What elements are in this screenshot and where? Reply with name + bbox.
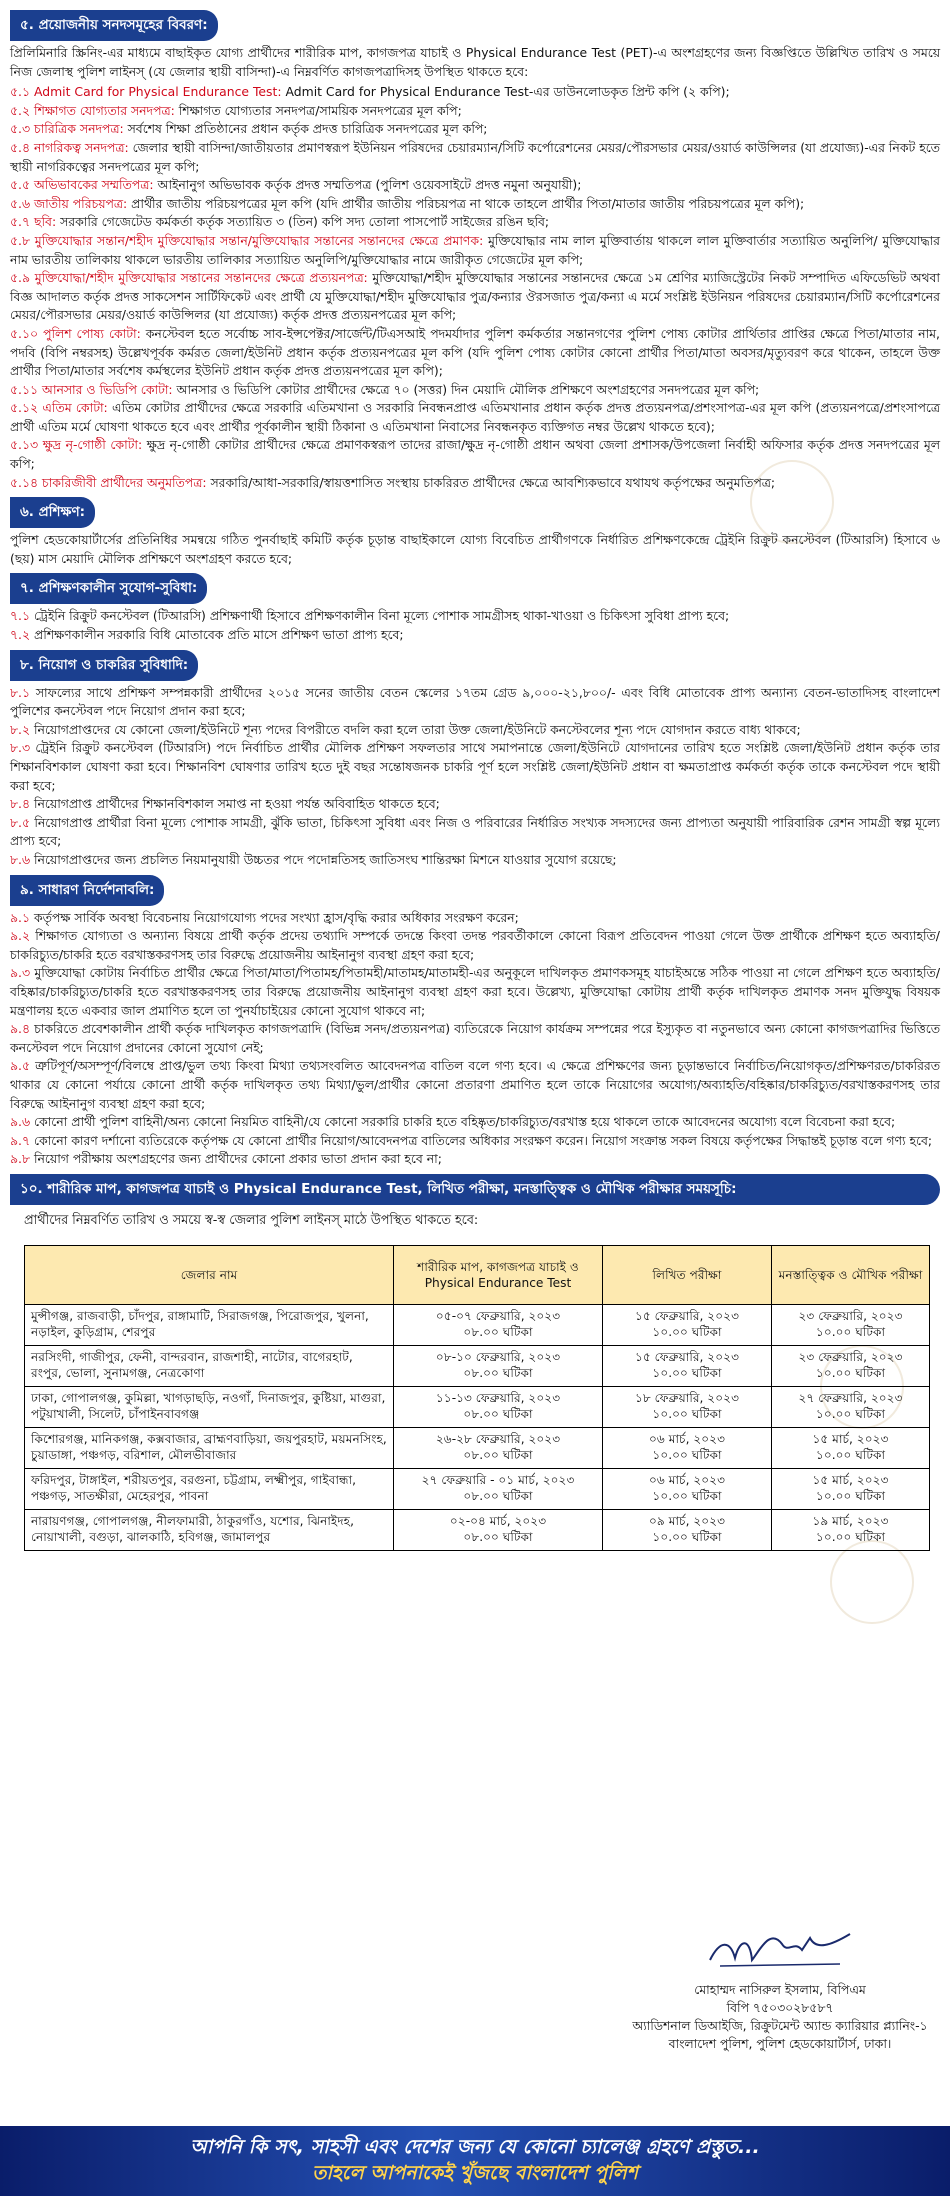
item-number: ৮.১ [10,684,31,700]
date-text: ১৫ মার্চ, ২০২৩ [812,1432,889,1447]
time-text: ০৮.০০ ঘটিকা [463,1447,533,1462]
item-text: আইনানুগ অভিভাবক কর্তৃক প্রদত্ত সম্মতিপত্র (পুলিশ ওয়েবসাইটে প্রদত্ত নমুনা অনুযায়ী); [153,177,582,193]
section-general-instructions [10,875,940,1169]
item-number: ৫.৯ [10,270,31,286]
date-text: ১৫ মার্চ, ২০২৩ [812,1473,889,1488]
item-number: ৭.২ [10,627,31,643]
column-header: জেলার নাম [25,1245,394,1304]
list-item [10,721,940,740]
signature-block [620,1920,940,2053]
list-item [10,1057,940,1113]
item-number: ৮.২ [10,721,31,737]
schedule-intro: প্রার্থীদের নিম্নবর্ণিত তারিখ ও সময়ে স্ব-স্ব জেলার পুলিশ লাইনস্ মাঠে উপস্থিত থাকতে হবে: [24,1212,479,1228]
viva-cell [772,1468,930,1509]
time-text: ১০.০০ ঘটিকা [815,1365,886,1380]
written-cell [603,1468,772,1509]
date-text: ০৫-০৭ ফেব্রুয়ারি, ২০২৩ [435,1309,561,1324]
time-text: ০৮.০০ ঘটিকা [463,1488,533,1503]
signatory-id: বিপি ৭৫০৩০২৮৫৮৭ [726,2000,834,2015]
section-job-benefits [10,650,940,870]
time-text: ০৮.০০ ঘটিকা [463,1406,533,1421]
pet-cell [394,1427,603,1468]
pet-cell [394,1468,603,1509]
date-text: ২৭ ফেব্রুয়ারি, ২০২৩ [798,1391,903,1406]
time-text: ১০.০০ ঘটিকা [815,1447,886,1462]
item-label: Admit Card for Physical Endurance Test: [33,84,282,100]
time-text: ১০.০০ ঘটিকা [652,1529,722,1544]
date-text: ২৩ ফেব্রুয়ারি, ২০২৩ [798,1309,903,1324]
list-item [10,1020,940,1057]
time-text: ১০.০০ ঘটিকা [815,1488,886,1503]
district-cell: নারায়ণগঞ্জ, গোপালগঞ্জ, নীলফামারী, ঠাকুরগাঁও, যশোর, ঝিনাইদহ, নোয়াখালী, বগুড়া, ঝালকাঠি, হবিগঞ্জ, জামালপুর [25,1509,394,1550]
item-label: আনসার ও ভিডিপি কোটা: [42,381,173,397]
list-item [10,814,940,851]
viva-cell [772,1386,930,1427]
list-item [10,176,940,195]
column-header: মনস্তাত্ত্বিক ও মৌখিক পরীক্ষা [772,1245,930,1304]
list-item [10,909,940,928]
written-cell [603,1509,772,1550]
item-text: জেলার স্থায়ী বাসিন্দা/জাতীয়তার প্রমাণস্বরূপ ইউনিয়ন পরিষদের চেয়ারম্যান/সিটি কর্পোরেশনের মেয়র/পৌরসভার মেয়র/ওয়ার্ড কাউন্সিলর (যা প্রযোজ্য)-এর নিকট হতে স্থায়ী নাগরিকত্বের সনদপত্রের মূল কপি; [10,139,940,174]
item-number: ৫.১১ [10,381,39,397]
list-item [10,325,940,381]
district-cell: ফরিদপুর, টাঙ্গাইল, শরীয়তপুর, বরগুনা, চট্টগ্রাম, লক্ষ্মীপুর, গাইবান্ধা, পঞ্চগড়, সাতক্ষীরা, মেহেরপুর, পাবনা [25,1468,394,1509]
item-number: ৫.৭ [10,214,31,230]
list-item [10,213,940,232]
item-label: চাকরিজীবী প্রার্থীদের অনুমতিপত্র: [42,474,207,490]
section-heading: ৫. প্রয়োজনীয় সনদসমূহের বিবরণ: [10,10,218,41]
table-row [25,1427,930,1468]
date-text: ১৮ ফেব্রুয়ারি, ২০২৩ [634,1391,740,1406]
section-certificates [10,10,940,492]
item-text: Admit Card for Physical Endurance Test-এর ডাউনলোডকৃত প্রিন্ট কপি (২ কপি); [281,84,730,100]
column-header: লিখিত পরীক্ষা [603,1245,772,1304]
item-number: ৯.৮ [10,1151,31,1167]
table-row [25,1345,930,1386]
item-number: ৫.৩ [10,121,31,137]
list-item [10,626,940,645]
list-item [10,195,940,214]
banner-line-2: তাহলে আপনাকেই খুঁজছে বাংলাদেশ পুলিশ [312,2162,638,2184]
certificate-list [10,83,940,492]
signatory-designation: অ্যাডিশনাল ডিআইজি, রিক্রুটমেন্ট অ্যান্ড ক্যারিয়ার প্ল্যানিং-১ [632,2018,928,2033]
viva-cell [772,1427,930,1468]
item-number: ৯.৬ [10,1114,31,1130]
notice-body [10,10,940,1556]
schedule-table [24,1245,930,1551]
instructions-list [10,909,940,1169]
item-text: সরকারি গেজেটেড কর্মকর্তা কর্তৃক সত্যায়িত ৩ (তিন) কপি সদ্য তোলা পাসপোর্ট সাইজের রঙিন ছবি; [56,214,550,230]
item-label: পুলিশ পোষ্য কোটা: [43,325,141,341]
list-item [10,83,940,102]
item-text: মুক্তিযোদ্ধার নাম লাল মুক্তিবার্তায় থাকলে লাল মুক্তিবার্তার সত্যায়িত অনুলিপি/ মুক্তিযোদ্ধার নাম ভারতীয় তালিকায় থাকলে ভারতীয় তালিকার সত্যায়িত অনুলিপি/মুক্তিযোদ্ধার নামে জারীকৃত গেজেটের মূল কপি; [10,232,940,267]
date-text: ০৮-১০ ফেব্রুয়ারি, ২০২৩ [435,1350,561,1365]
pet-cell [394,1509,603,1550]
viva-cell [772,1509,930,1550]
item-number: ৫.৬ [10,195,31,211]
item-number: ৯.১ [10,909,31,925]
date-text: ২৩ ফেব্রুয়ারি, ২০২৩ [798,1350,903,1365]
item-text: কোনো প্রার্থী পুলিশ বাহিনী/অন্য কোনো নিয়মিত বাহিনী/যে কোনো সরকারি চাকরি হতে বহিষ্কৃত/চাকরিচ্যুত/বরখাস্ত হয়ে থাকলে তাকে আবেদনের অযোগ্য বলে বিবেচনা করা হবে; [34,1114,896,1130]
item-label: মুক্তিযোদ্ধার সন্তান/শহীদ মুক্তিযোদ্ধার সন্তান/মুক্তিযোদ্ধার সন্তানের সন্তানদের ক্ষেত্রে প্রমাণক: [34,232,484,248]
item-text: মুক্তিযোদ্ধা/শহীদ মুক্তিযোদ্ধার সন্তানের সন্তানদের ক্ষেত্রে ১ম শ্রেণির ম্যাজিস্ট্রেটের নিকট সম্পাদিত এফিডেভিট অথবা বিজ্ঞ আদালত কর্তৃক প্রদত্ত সাকসেশন সার্টিফিকেট এবং প্রার্থী যে মুক্তিযোদ্ধা/শহীদ মুক্তিযোদ্ধার পুত্র/কন্যার ঔরসজাত পুত্র/কন্যা এ মর্মে সংশ্লিষ্ট ইউনিয়ন পরিষদের চেয়ারম্যান/সিটি কর্পোরেশনের মেয়র/পৌরসভার মেয়র/ওয়ার্ড কাউন্সিলর (যা প্রযোজ্য) কর্তৃক প্রদত্ত প্রত্যয়নপত্রের মূল কপি; [10,270,940,323]
section-heading: ৯. সাধারণ নির্দেশনাবলি: [10,875,164,906]
list-item [10,232,940,269]
date-text: ০৯ মার্চ, ২০২৩ [648,1514,726,1529]
job-benefits-list [10,684,940,870]
table-row [25,1386,930,1427]
item-label: শিক্ষাগত যোগ্যতার সনদপত্র: [34,102,175,118]
item-number: ৯.৪ [10,1021,31,1037]
item-text: প্রশিক্ষণকালীন সরকারি বিধি মোতাবেক প্রতি মাসে প্রশিক্ষণ ভাতা প্রাপ্য হবে; [34,627,404,643]
pet-cell [394,1304,603,1345]
section-schedule [10,1174,940,1551]
table-row [25,1468,930,1509]
list-item [10,102,940,121]
item-text: নিয়োগপ্রাপ্তদের যে কোনো জেলা/ইউনিটে শূন্য পদের বিপরীতে বদলি করা হলে তারা উক্ত জেলা/ইউনিটে কনস্টেবলের শূন্য পদে যোগদান করতে বাধ্য থাকবে; [34,721,801,737]
item-label: মুক্তিযোদ্ধা/শহীদ মুক্তিযোদ্ধার সন্তানের সন্তানদের ক্ষেত্রে প্রত্যয়নপত্র: [34,270,368,286]
item-text: ট্রেইনি রিক্রুট কনস্টেবল (টিআরসি) প্রশিক্ষণার্থী হিসাবে প্রশিক্ষণকালীন বিনা মূল্যে পোশাক সামগ্রীসহ থাকা-খাওয়া ও চিকিৎসা সুবিধা প্রাপ্য হবে; [34,608,730,624]
list-item [10,474,940,493]
signature-image [690,1920,870,1976]
time-text: ১০.০০ ঘটিকা [815,1529,886,1544]
item-label: জাতীয় পরিচয়পত্র: [34,195,128,211]
item-label: নাগরিকত্ব সনদপত্র: [33,139,129,155]
list-item [10,269,940,325]
item-text: শিক্ষাগত যোগ্যতার সনদপত্র/সাময়িক সনদপত্রের মূল কপি; [174,102,462,118]
list-item [10,739,940,795]
table-row [25,1509,930,1550]
section-heading: ৬. প্রশিক্ষণ: [10,497,95,528]
section-heading: ৮. নিয়োগ ও চাকরির সুবিধাদি: [10,650,198,681]
list-item [10,927,940,964]
written-cell [603,1345,772,1386]
date-text: ১৯ মার্চ, ২০২৩ [812,1514,889,1529]
item-label: ক্ষুদ্র নৃ-গোষ্ঠী কোটা: [42,437,143,453]
list-item [10,684,940,721]
item-text: চাকরিতে প্রবেশকালীন প্রার্থী কর্তৃক দাখিলকৃত কাগজপত্রাদি (বিভিন্ন সনদ/প্রত্যয়নপত্র) ব্যতিরেকে নিয়োগ কার্যক্রম সম্পন্নের পরে ইস্যুকৃত বা নতুনভাবে অন্য কোনো কাগজপত্রাদির ভিত্তিতে কনস্টেবল পদে নিয়োগ প্রদানের কোনো সুযোগ নেই; [10,1021,941,1055]
time-text: ১০.০০ ঘটিকা [652,1447,722,1462]
date-text: ০৬ মার্চ, ২০২৩ [648,1473,726,1488]
item-text: আনসার ও ভিডিপি কোটার প্রার্থীদের ক্ষেত্রে ৭০ (সত্তর) দিন মেয়াদি মৌলিক প্রশিক্ষণে অংশগ্রহণের সনদপত্রের মূল কপি; [172,381,760,397]
date-text: ০২-০৪ মার্চ, ২০২৩ [449,1514,547,1529]
time-text: ১০.০০ ঘটিকা [652,1365,722,1380]
column-header: শারীরিক মাপ, কাগজপত্র যাচাই ও Physical Endurance Test [394,1245,603,1304]
section-heading: ৭. প্রশিক্ষণকালীন সুযোগ-সুবিধা: [10,573,207,604]
item-label: অভিভাবকের সম্মতিপত্র: [33,177,154,193]
pet-cell [394,1386,603,1427]
list-item [10,964,940,1020]
list-item [10,381,940,400]
list-item [10,1113,940,1132]
list-item [10,139,940,176]
district-cell: ঢাকা, গোপালগঞ্জ, কুমিল্লা, খাগড়াছড়ি, নওগাঁ, দিনাজপুর, কুষ্টিয়া, মাগুরা, পটুয়াখালী, সিলেট, চাঁপাইনবাবগঞ্জ [25,1386,394,1427]
item-number: ৫.১৩ [10,437,39,453]
date-text: ১৫ ফেব্রুয়ারি, ২০২৩ [634,1309,740,1324]
item-text: এতিম কোটার প্রার্থীদের ক্ষেত্রে সরকারি এতিমখানা ও সরকারি নিবন্ধনপ্রাপ্ত এতিমখানার প্রধান কর্তৃক প্রদত্ত প্রত্যয়নপত্র/প্রশংসাপত্র-এর মূল কপি (প্রত্যয়নপত্রে/প্রশংসাপত্রে প্রার্থী এতিম মর্মে ঘোষণা থাকতে হবে এবং প্রার্থীর পূর্বকালীন স্থায়ী ঠিকানা ও এতিমখানা নিবাসের নিবন্ধনকৃত ব্যক্তিগত নম্বর উল্লেখ থাকতে হবে); [10,400,940,434]
time-text: ১০.০০ ঘটিকা [652,1406,722,1421]
item-number: ৯.৫ [10,1058,31,1074]
banner-line-1: আপনি কি সৎ, সাহসী এবং দেশের জন্য যে কোনো চ্যালেঞ্জ গ্রহণে প্রস্তুত... [190,2136,760,2158]
item-number: ৯.২ [10,928,31,944]
section-training-benefits [10,573,940,644]
written-cell [603,1427,772,1468]
time-text: ১০.০০ ঘটিকা [652,1324,722,1339]
item-number: ৮.৪ [10,796,31,812]
item-label: ছবি: [34,214,57,230]
item-number: ৫.১০ [10,325,39,341]
item-text: প্রার্থীর জাতীয় পরিচয়পত্রের মূল কপি (যদি প্রার্থীর জাতীয় পরিচয়পত্র না থাকে তাহলে প্রার্থীর পিতা/মাতার জাতীয় পরিচয়পত্রের মূল কপি); [127,195,805,211]
training-text: পুলিশ হেডকোয়ার্টার্সের প্রতিনিধির সমন্বয়ে গঠিত পুনর্বাছাই কমিটি কর্তৃক চূড়ান্ত বাছাইকালে যোগ্য বিবেচিত প্রার্থীগণকে নির্ধারিত প্রশিক্ষণকেন্দ্রে ট্রেইনি রিক্রুট কনস্টেবল (টিআরসি) হিসাবে ৬ (ছয়) মাস মেয়াদি মৌলিক প্রশিক্ষণে অংশগ্রহণ করতে হবে; [10,532,940,566]
date-text: ০৬ মার্চ, ২০২৩ [648,1432,726,1447]
written-cell [603,1304,772,1345]
list-item [10,120,940,139]
district-cell: কিশোরগঞ্জ, মানিকগঞ্জ, কক্সবাজার, ব্রাহ্মণবাড়িয়া, জয়পুরহাট, ময়মনসিংহ, চুয়াডাঙ্গা, পঞ্চগড়, বরিশাল, মৌলভীবাজার [25,1427,394,1468]
item-number: ৯.৩ [10,965,31,981]
item-number: ৫.২ [10,102,31,118]
list-item [10,795,940,814]
item-number: ৮.৩ [10,740,31,756]
item-number: ৮.৫ [10,814,31,830]
written-cell [603,1386,772,1427]
viva-cell [772,1304,930,1345]
item-text: কোনো কারণ দর্শানো ব্যতিরেকে কর্তৃপক্ষ যে কোনো প্রার্থীর নিয়োগ/আবেদনপত্র বাতিলের অধিকার সংরক্ষণ করেন। নিয়োগ সংক্রান্ত সকল বিষয়ে কর্তৃপক্ষের সিদ্ধান্তই চূড়ান্ত বলে গণ্য হবে; [34,1132,933,1148]
list-item [10,607,940,626]
section-intro: প্রিলিমিনারি স্ক্রিনিং-এর মাধ্যমে বাছাইকৃত যোগ্য প্রার্থীদের শারীরিক মাপ, কাগজপত্র যাচাই ও Physical Endurance Test (PET)-এ অংশগ্রহণের জন্য বিজ্ঞপ্তিতে উল্লিখিত তারিখ ও সময়ে নিজ জেলাস্থ পুলিশ লাইনস্ (যে জেলার স্থায়ী বাসিন্দা)-এ নিম্নবর্ণিত কাগজপত্রাদিসহ উপস্থিত থাকতে হবে: [10,45,940,79]
section-heading: ১০. শারীরিক মাপ, কাগজপত্র যাচাই ও Physical Endurance Test, লিখিত পরীক্ষা, মনস্তাত্ত্বিক ও মৌখিক পরীক্ষার সময়সূচি: [10,1174,940,1205]
pet-cell [394,1345,603,1386]
viva-cell [772,1345,930,1386]
item-number: ৭.১ [10,608,31,624]
item-text: কর্তৃপক্ষ সার্বিক অবস্থা বিবেচনায় নিয়োগযোগ্য পদের সংখ্যা হ্রাস/বৃদ্ধি করার অধিকার সংরক্ষণ করেন; [33,909,519,925]
time-text: ০৮.০০ ঘটিকা [463,1365,533,1380]
time-text: ১০.০০ ঘটিকা [815,1324,886,1339]
table-header-row [25,1245,930,1304]
item-text: শিক্ষাগত যোগ্যতা ও অন্যান্য বিষয়ে প্রার্থী কর্তৃক প্রদেয় তথ্যাদি সম্পর্কে তদন্তে কিংবা তদন্ত পরবর্তীকালে কোনো বিরূপ প্রতিবেদন পাওয়া গেলে উক্ত প্রার্থীকে প্রশিক্ষণ হতে অব্যাহতি/চাকরিচ্যুত/চাকরি হতে বরখাস্তকরণসহ তার বিরুদ্ধে প্রয়োজনীয় আইনানুগ ব্যবস্থা গ্রহণ করা হবে; [10,928,940,962]
district-cell: নরসিংদী, গাজীপুর, ফেনী, বান্দরবান, রাজশাহী, নাটোর, বাগেরহাট, রংপুর, ভোলা, সুনামগঞ্জ, নেত্রকোণা [25,1345,394,1386]
list-item [10,851,940,870]
list-item [10,1132,940,1151]
section-training [10,497,940,568]
list-item [10,436,940,473]
time-text: ১০.০০ ঘটিকা [652,1488,722,1503]
date-text: ২৭ ফেব্রুয়ারি - ০১ মার্চ, ২০২৩ [421,1473,575,1488]
district-cell: মুন্সীগঞ্জ, রাজবাড়ী, চাঁদপুর, রাঙ্গামাটি, সিরাজগঞ্জ, পিরোজপুর, খুলনা, নড়াইল, কুড়িগ্রাম, শেরপুর [25,1304,394,1345]
time-text: ০৮.০০ ঘটিকা [463,1529,533,1544]
item-label: চারিত্রিক সনদপত্র: [34,121,124,137]
list-item [10,399,940,436]
item-text: মুক্তিযোদ্ধা কোটায় নির্বাচিত প্রার্থীর ক্ষেত্রে পিতা/মাতা/পিতামহ/পিতামহী/মাতামহ/মাতামহী-এর অনুকূলে দাখিলকৃত প্রমাণকসমূহ যাচাইঅন্তে সঠিক পাওয়া না গেলে প্রশিক্ষণ হতে অব্যাহতি/বহিষ্কার/চাকরিচ্যুত/চাকরি হতে বরখাস্তকরণসহ তার বিরুদ্ধে প্রয়োজনীয় আইনানুগ ব্যবস্থা গ্রহণ করা হবে। উল্লেখ্য, মুক্তিযোদ্ধা কোটায় প্রার্থী কর্তৃক দাখিলকৃত প্রমাণক সনদ মুক্তিযুদ্ধ বিষয়ক মন্ত্রণালয় হতে একবার জাল প্রমাণিত হলে তা পুনর্যাচাইয়ের কোনো সুযোগ থাকবে না; [10,965,940,1018]
signatory-office: বাংলাদেশ পুলিশ, পুলিশ হেডকোয়ার্টার্স, ঢাকা। [668,2036,892,2051]
item-text: সাফল্যের সাথে প্রশিক্ষণ সম্পন্নকারী প্রার্থীদের ২০১৫ সনের জাতীয় বেতন স্কেলের ১৭তম গ্রেড ৯,০০০-২১,৮০০/- এবং বিধি মোতাবেক প্রাপ্য অন্যান্য বেতন-ভাতাদিসহ বাংলাদেশ পুলিশের কনস্টেবল পদে নিয়োগ প্রদান করা হবে; [10,684,940,719]
date-text: ২৬-২৮ ফেব্রুয়ারি, ২০২৩ [435,1432,561,1447]
item-text: কনস্টেবল হতে সর্বোচ্চ সাব-ইন্সপেক্টর/সার্জেন্ট/টিএসআই পদমর্যাদার পুলিশ কর্মকর্তার সন্তানগণের পুলিশ পোষ্য কোটার প্রার্থিতার প্রাপ্তির ক্ষেত্রে পিতা/মাতার নাম, পদবি (বিপি নম্বরসহ) উল্লেখপূর্বক কর্মরত জেলা/ইউনিট প্রধান কর্তৃক প্রত্যয়নপত্রের মূল কপি (যদি পুলিশ পোষ্য কোটার কোনো প্রার্থীর পিতা/মাতা অবসর/মৃত্যুবরণ করে থাকেন, তাহলে উক্ত প্রার্থীর পিতা/মাতার সর্বশেষ কর্মস্থলের ইউনিট প্রধান কর্তৃক প্রদত্ত প্রত্যয়নপত্রের মূল কপি); [10,325,940,379]
item-text: সরকারি/আধা-সরকারি/স্বায়ত্তশাসিত সংস্থায় চাকরিরত প্রার্থীদের ক্ষেত্রে আবশ্যিকভাবে যথাযথ কর্তৃপক্ষের অনুমতিপত্র; [206,474,776,490]
date-text: ১১-১৩ ফেব্রুয়ারি, ২০২৩ [435,1391,561,1406]
item-text: নিয়োগপ্রাপ্ত প্রার্থীদের শিক্ষানবিশকাল সমাপ্ত না হওয়া পর্যন্ত অবিবাহিত থাকতে হবে; [33,796,440,812]
item-text: ত্রুটিপূর্ণ/অসম্পূর্ণ/বিলম্বে প্রাপ্ত/ভুল তথ্য কিংবা মিথ্যা তথ্যসংবলিত আবেদনপত্র বাতিল বলে গণ্য হবে। এ ক্ষেত্রে প্রশিক্ষণের জন্য চূড়ান্তভাবে নির্বাচিত/নিয়োগকৃত/প্রশিক্ষণরত/চাকরিরত থাকার যে কোনো পর্যায়ে কোনো প্রার্থী কর্তৃক দাখিলকৃত তথ্য মিথ্যা/ভুল/প্রার্থীর কোনো প্রতারণা প্রমাণিত হলে তাকে নিয়োগের অযোগ্য/অব্যাহতি/বহিষ্কার/চাকরিচ্যুত/বরখাস্তকরণসহ তার বিরুদ্ধে আইনানুগ ব্যবস্থা গ্রহণ করা হবে; [10,1058,940,1111]
item-text: ট্রেইনি রিক্রুট কনস্টেবল (টিআরসি) পদে নির্বাচিত প্রার্থীর মৌলিক প্রশিক্ষণ সফলতার সাথে সমাপনান্তে জেলা/ইউনিটে যোগদানের তারিখ হতে সংশ্লিষ্ট জেলা/ইউনিট প্রধান কর্তৃক তার শিক্ষানবিশকাল ঘোষণা করা হবে। শিক্ষানবিশ ঘোষণার তারিখ হতে দুই বছর সন্তোষজনক চাকরি পূর্ণ হলে সংশ্লিষ্ট জেলা/ইউনিট প্রধান বা ক্ষমতাপ্রাপ্ত কর্মকর্তা কর্তৃক তাকে কনস্টেবল পদে স্থায়ী করা হবে; [10,740,940,793]
footer-banner [0,2126,950,2196]
item-number: ৫.১৪ [10,474,39,490]
item-label: এতিম কোটা: [42,400,108,416]
item-number: ৮.৬ [10,851,31,867]
item-text: নিয়োগপ্রাপ্ত প্রার্থীরা বিনা মূল্যে পোশাক সামগ্রী, ঝুঁকি ভাতা, চিকিৎসা সুবিধা এবং নিজ ও পরিবারের নির্ধারিত সংখ্যক সদস্যদের জন্য প্রাপ্যতা অনুযায়ী পারিবারিক রেশন সামগ্রী স্বল্প মূল্যে প্রাপ্য হবে; [10,814,940,849]
item-number: ৫.৮ [10,232,31,248]
item-number: ৫.৫ [10,177,31,193]
list-item [10,1150,940,1169]
item-text: নিয়োগ পরীক্ষায় অংশগ্রহণের জন্য প্রার্থীদের কোনো প্রকার ভাতা প্রদান করা হবে না; [33,1151,442,1167]
item-text: সর্বশেষ শিক্ষা প্রতিষ্ঠানের প্রধান কর্তৃক প্রদত্ত চারিত্রিক সনদপত্রের মূল কপি; [123,121,488,137]
time-text: ১০.০০ ঘটিকা [815,1406,886,1421]
item-text: ক্ষুদ্র নৃ-গোষ্ঠী কোটার প্রার্থীদের ক্ষেত্রে প্রমাণকস্বরূপ তাদের রাজা/ক্ষুদ্র নৃ-গোষ্ঠী প্রধান অথবা জেলা প্রশাসক/উপজেলা নির্বাহী অফিসার কর্তৃক প্রদত্ত সনদপত্রের মূল কপি; [10,437,940,472]
table-row [25,1304,930,1345]
item-number: ৫.১২ [10,400,39,416]
time-text: ০৮.০০ ঘটিকা [463,1324,533,1339]
item-number: ৫.১ [10,84,31,100]
item-number: ৯.৭ [10,1132,31,1148]
item-number: ৫.৪ [10,139,31,155]
date-text: ১৫ ফেব্রুয়ারি, ২০২৩ [634,1350,740,1365]
signatory-name: মোহাম্মদ নাসিরুল ইসলাম, বিপিএম [694,1982,866,1997]
training-benefits-list [10,607,940,644]
item-text: নিয়োগপ্রাপ্তদের জন্য প্রচলিত নিয়মানুযায়ী উচ্চতর পদে পদোন্নতিসহ জাতিসংঘ শান্তিরক্ষা মিশনে যাওয়ার সুযোগ রয়েছে; [34,851,617,867]
